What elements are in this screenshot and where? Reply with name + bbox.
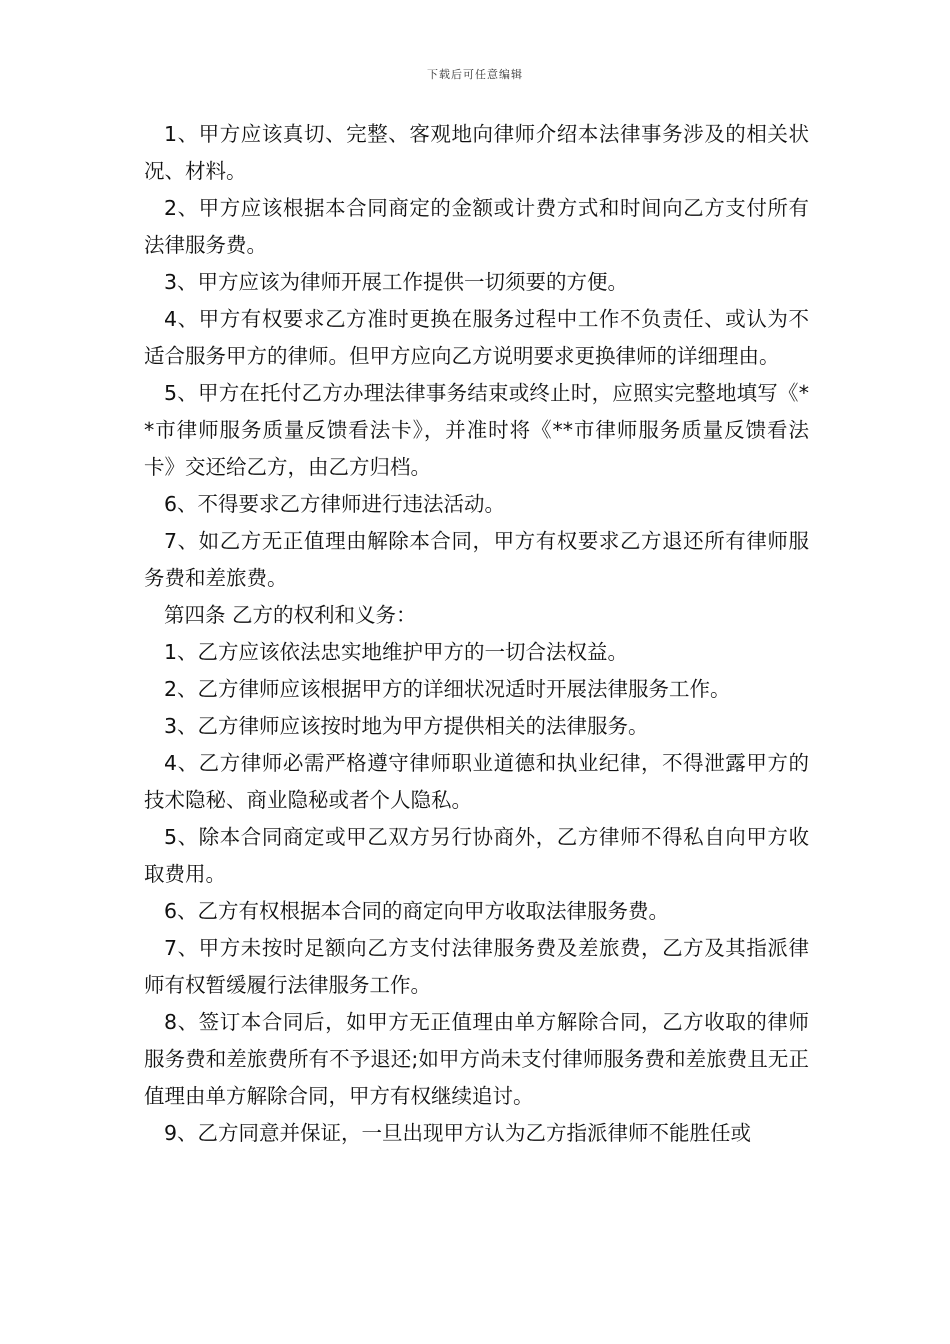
document-body <box>144 116 809 1152</box>
clause-b3: 3、乙方律师应该按时地为甲方提供相关的法律服务。 <box>164 714 649 738</box>
clause-a5: 5、甲方在托付乙方办理法律事务结束或终止时，应照实完整地填写《**市律师服务质量反馈看法卡》，并准时将《**市律师服务质量反馈看法卡》交还给乙方，由乙方归档。 <box>144 381 809 479</box>
clause-b5: 5、除本合同商定或甲乙双方另行协商外，乙方律师不得私自向甲方收取费用。 <box>144 825 809 886</box>
clause-b8: 8、签订本合同后，如甲方无正值理由单方解除合同，乙方收取的律师服务费和差旅费所有不予退还;如甲方尚未支付律师服务费和差旅费且无正值理由单方解除合同，甲方有权继续追讨。 <box>144 1010 809 1108</box>
clause-a2: 2、甲方应该根据本合同商定的金额或计费方式和时间向乙方支付所有法律服务费。 <box>144 196 809 257</box>
section-heading-article-4: 第四条 乙方的权利和义务： <box>164 603 417 627</box>
clause-a4: 4、甲方有权要求乙方准时更换在服务过程中工作不负责任、或认为不适合服务甲方的律师。但甲方应向乙方说明要求更换律师的详细理由。 <box>144 307 809 368</box>
clause-b4: 4、乙方律师必需严格遵守律师职业道德和执业纪律，不得泄露甲方的技术隐秘、商业隐秘或者个人隐私。 <box>144 751 809 812</box>
clause-a7: 7、如乙方无正值理由解除本合同，甲方有权要求乙方退还所有律师服务费和差旅费。 <box>144 529 809 590</box>
clause-a3: 3、甲方应该为律师开展工作提供一切须要的方便。 <box>164 270 629 294</box>
clause-a6: 6、不得要求乙方律师进行违法活动。 <box>164 492 506 516</box>
clause-b2: 2、乙方律师应该根据甲方的详细状况适时开展法律服务工作。 <box>164 677 731 701</box>
clause-b9: 9、乙方同意并保证，一旦出现甲方认为乙方指派律师不能胜任或 <box>164 1121 752 1145</box>
clause-b1: 1、乙方应该依法忠实地维护甲方的一切合法权益。 <box>164 640 629 664</box>
page-header: 下载后可任意编辑 <box>427 68 523 81</box>
clause-b7: 7、甲方未按时足额向乙方支付法律服务费及差旅费，乙方及其指派律师有权暂缓履行法律服务工作。 <box>144 936 809 997</box>
clause-b6: 6、乙方有权根据本合同的商定向甲方收取法律服务费。 <box>164 899 670 923</box>
clause-a1: 1、甲方应该真切、完整、客观地向律师介绍本法律事务涉及的相关状况、材料。 <box>144 122 809 183</box>
